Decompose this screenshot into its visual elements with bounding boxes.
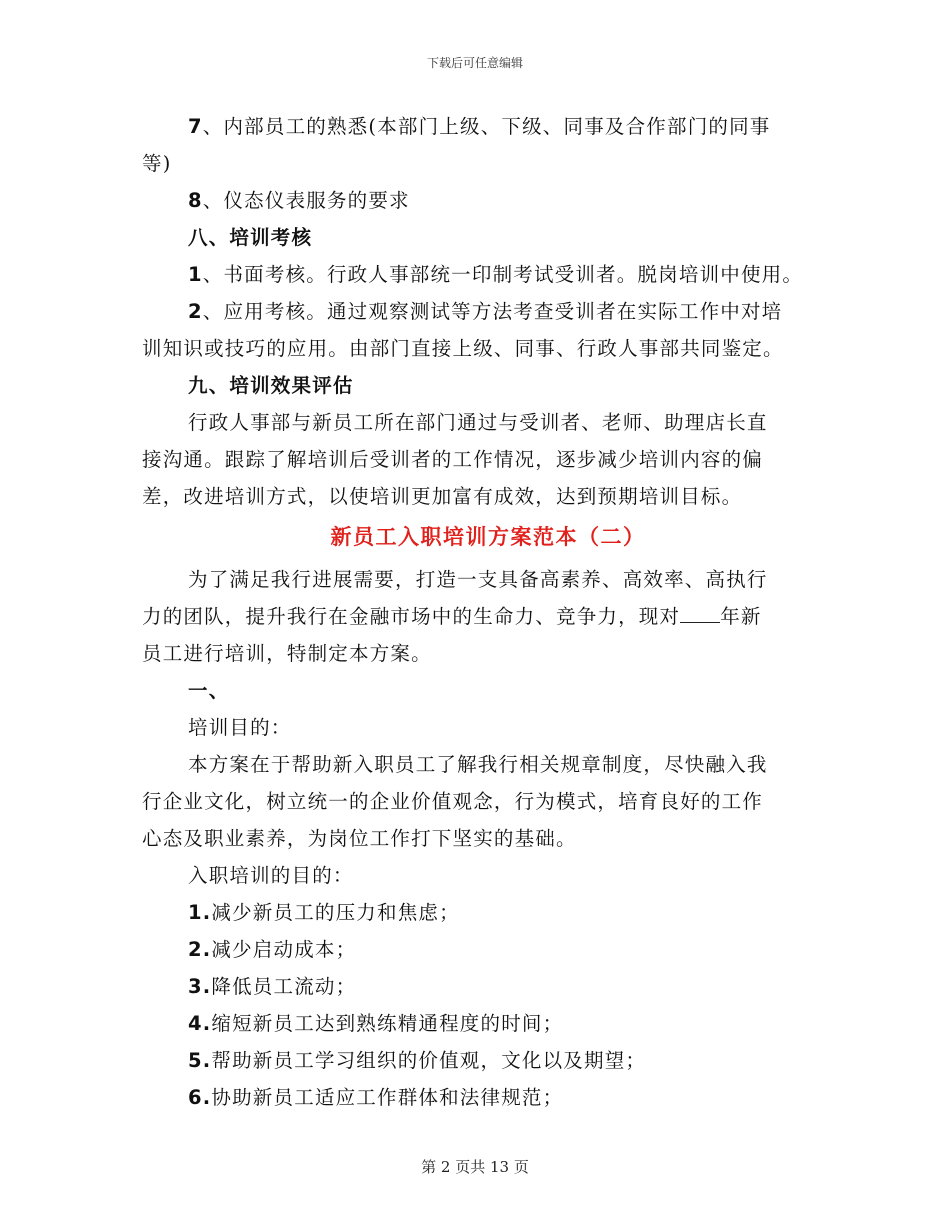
paragraph-line <box>142 598 822 635</box>
paragraph-line: 行政人事部与新员工所在部门通过与受训者、老师、助理店长直 <box>188 411 768 434</box>
item-text: 减少新员工的压力和焦虑； <box>211 901 460 924</box>
item-text: 、应用考核。通过观察测试等方法考查受训者在实际工作中对培 <box>202 300 783 323</box>
goal-item <box>142 931 822 968</box>
goal-item <box>142 894 822 931</box>
goals-label: 入职培训的目的： <box>188 864 354 887</box>
item-text: 、仪态仪表服务的要求 <box>202 189 410 212</box>
goal-item <box>142 1042 822 1079</box>
text-segment: 力的团队，提升我行在金融市场中的生命力、竞争力，现对 <box>142 605 681 628</box>
section-heading-9: 九、培训效果评估 <box>188 374 354 397</box>
item-text: 、内部员工的熟悉(本部门上级、下级、同事及合作部门的同事 <box>202 115 771 138</box>
exam-item-2-continued: 训知识或技巧的应用。由部门直接上级、同事、行政人事部共同鉴定。 <box>142 337 784 360</box>
page-footer: 第 2 页共 13 页 <box>421 1158 529 1176</box>
goal-item <box>142 968 822 1005</box>
exam-item-1 <box>142 256 822 293</box>
item-number: 3. <box>188 975 212 998</box>
paragraph-line: 接沟通。跟踪了解培训后受训者的工作情况，逐步减少培训内容的偏 <box>142 448 764 471</box>
item-text: 缩短新员工达到熟练精通程度的时间； <box>211 1012 564 1035</box>
item-text: 降低员工流动； <box>211 975 357 998</box>
item-number: 1 <box>188 263 203 286</box>
item-number: 6. <box>188 1086 212 1109</box>
item-number: 8 <box>188 189 203 212</box>
exam-item-2 <box>142 293 822 330</box>
document-body <box>142 108 822 1116</box>
list-item-7-continued: 等) <box>142 152 172 175</box>
list-item-8 <box>142 182 822 219</box>
paragraph-line: 为了满足我行进展需要，打造一支具备高素养、高效率、高执行 <box>188 568 768 591</box>
list-item-7 <box>142 108 822 145</box>
document-title: 新员工入职培训方案范本（二） <box>330 524 646 549</box>
fill-in-blank <box>680 604 720 623</box>
paragraph-line: 本方案在于帮助新入职员工了解我行相关规章制度，尽快融入我 <box>188 753 768 776</box>
paragraph-line: 心态及职业素养，为岗位工作打下坚实的基础。 <box>142 827 577 850</box>
purpose-label: 培训目的： <box>188 716 292 739</box>
text-segment: 年新 <box>720 605 762 628</box>
goal-item <box>142 1079 822 1116</box>
item-number: 1. <box>188 901 212 924</box>
item-text: 协助新员工适应工作群体和法律规范； <box>211 1086 564 1109</box>
item-number: 4. <box>188 1012 212 1035</box>
paragraph-line: 差，改进培训方式，以使培训更加富有成效，达到预期培训目标。 <box>142 485 743 508</box>
goal-item <box>142 1005 822 1042</box>
paragraph-line: 行企业文化，树立统一的企业价值观念，行为模式，培育良好的工作 <box>142 790 764 813</box>
item-number: 7 <box>188 115 203 138</box>
item-text: 减少启动成本； <box>211 938 357 961</box>
section-heading-8: 八、培训考核 <box>188 226 313 249</box>
page-header: 下载后可任意编辑 <box>426 56 523 70</box>
item-number: 2 <box>188 300 203 323</box>
item-text: 帮助新员工学习组织的价值观，文化以及期望； <box>211 1049 647 1072</box>
item-text: 、书面考核。行政人事部统一印制考试受训者。脱岗培训中使用。 <box>202 263 804 286</box>
paragraph-line: 员工进行培训，特制定本方案。 <box>142 642 432 665</box>
item-number: 2. <box>188 938 212 961</box>
part-heading: 一、 <box>188 679 230 702</box>
item-number: 5. <box>188 1049 212 1072</box>
